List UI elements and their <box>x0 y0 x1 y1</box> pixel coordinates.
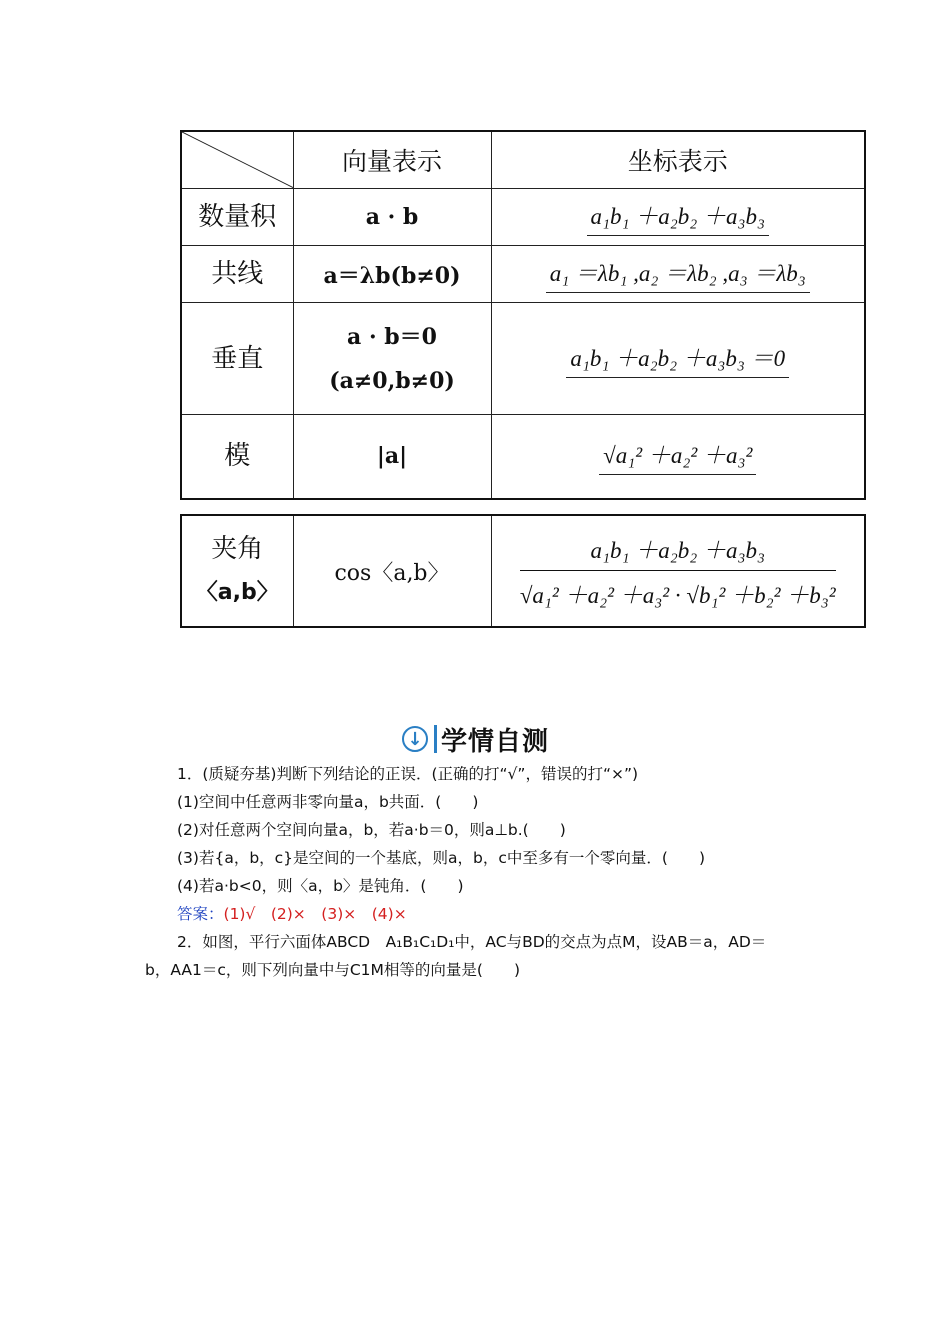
question-2-line-1: 2．如图，平行六面体ABCD A₁B₁C₁D₁中，AC与BD的交点为点M，设AB＝a，AD＝ <box>177 933 767 951</box>
answer-value: (1)√ (2)× (3)× (4)× <box>223 905 407 923</box>
row-label-angle <box>181 515 293 627</box>
answer-label: 答案： <box>177 905 224 923</box>
perpendicular-vector <box>293 303 491 415</box>
row-label-perpendicular: 垂直 <box>181 303 293 415</box>
dot-product-vector: a · b <box>293 189 491 246</box>
exercise-content <box>145 760 825 984</box>
vector-coordinate-table <box>180 130 866 500</box>
perpendicular-condition: a · b＝0 <box>347 323 437 350</box>
collinear-formula: a₁ ＝λb₁ ,a₂ ＝λb₂ ,a₃ ＝λb₃ <box>546 255 810 293</box>
collinear-coordinate <box>491 246 865 303</box>
section-heading <box>402 722 549 756</box>
modulus-vector: |a| <box>293 415 491 499</box>
row-label-modulus: 模 <box>181 415 293 499</box>
dot-product-formula: a₁b₁ ＋a₂b₂ ＋a₃b₃ <box>587 198 769 236</box>
question-1-item: (2)对任意两个空间向量a，b，若a·b＝0，则a⊥b.( ) <box>177 821 566 839</box>
angle-coordinate <box>491 515 865 627</box>
question-1-item: (1)空间中任意两非零向量a，b共面．( ) <box>177 793 479 811</box>
heading-divider <box>434 725 437 753</box>
perpendicular-coordinate <box>491 303 865 415</box>
angle-table <box>180 514 866 628</box>
angle-denominator: √a₁² ＋a₂² ＋a₃² · √b₁² ＋b₂² ＋b₃² <box>519 583 836 608</box>
angle-fraction <box>520 532 836 610</box>
diagonal-header-cell <box>181 131 293 189</box>
header-vector-representation: 向量表示 <box>293 131 491 189</box>
angle-label-vectors: 〈a,b〉 <box>195 580 279 605</box>
diagonal-line-icon <box>182 132 293 188</box>
question-2-line-2: b，AA1＝c，则下列向量中与C1M相等的向量是( ) <box>145 961 521 979</box>
collinear-vector: a＝λb(b≠0) <box>293 246 491 303</box>
question-1-answer <box>145 900 825 928</box>
modulus-formula: √a₁² ＋a₂² ＋a₃² <box>599 437 756 475</box>
angle-label-text: 夹角 <box>211 534 264 564</box>
row-label-dot-product: 数量积 <box>181 189 293 246</box>
section-title: 学情自测 <box>441 726 550 757</box>
question-1-item: (4)若a·b<0，则〈a，b〉是钝角．( ) <box>177 877 464 895</box>
modulus-coordinate <box>491 415 865 499</box>
angle-numerator: a₁b₁ ＋a₂b₂ ＋a₃b₃ <box>520 532 836 571</box>
down-arrow-circle-icon: ↓ <box>402 726 428 752</box>
header-coordinate-representation: 坐标表示 <box>491 131 865 189</box>
row-label-collinear: 共线 <box>181 246 293 303</box>
question-1-item: (3)若{a，b，c}是空间的一个基底，则a，b，c中至多有一个零向量．( ) <box>177 849 705 867</box>
angle-vector <box>293 515 491 627</box>
perpendicular-formula: a₁b₁ ＋a₂b₂ ＋a₃b₃ ＝0 <box>566 340 789 378</box>
dot-product-coordinate <box>491 189 865 246</box>
question-1-stem: 1．(质疑夯基)判断下列结论的正误．(正确的打“√”，错误的打“×”) <box>177 765 639 783</box>
cos-angle-expression: cos〈a,b〉 <box>334 560 450 586</box>
perpendicular-nonzero: (a≠0,b≠0) <box>329 367 455 394</box>
